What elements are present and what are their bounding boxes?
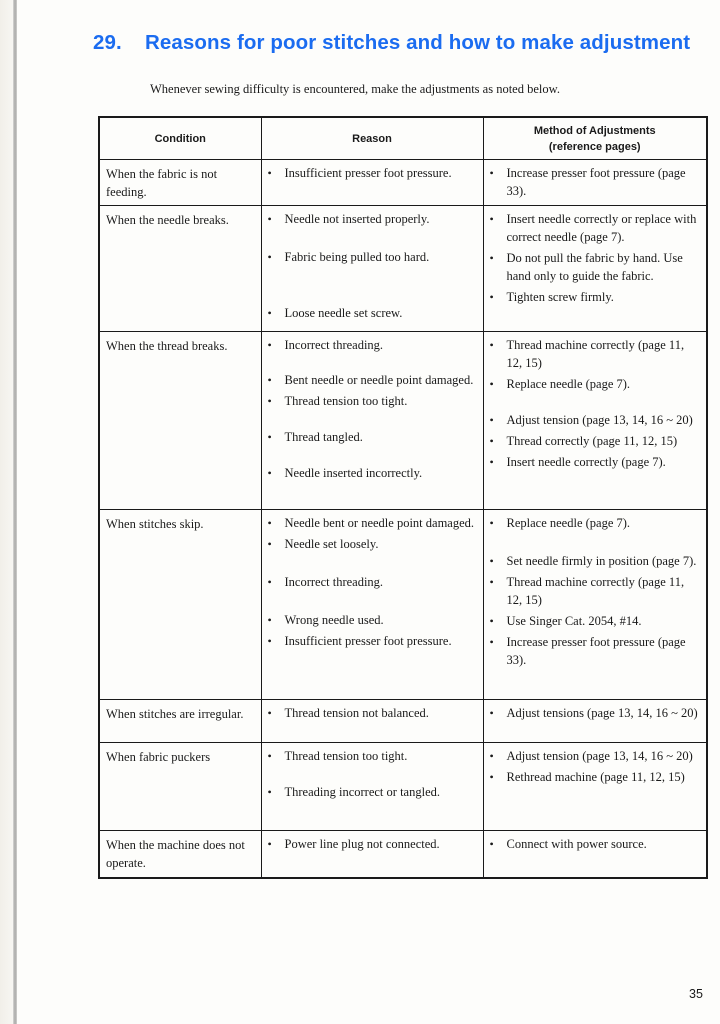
section-title — [93, 31, 690, 55]
reason-text: Needle not inserted properly. — [284, 212, 430, 226]
method-text: Insert needle correctly (page 7). — [506, 455, 666, 469]
reason-text: Wrong needle used. — [284, 613, 384, 627]
header-method — [483, 117, 707, 160]
condition-cell: When the thread breaks. — [99, 332, 261, 510]
bullet-icon: • — [489, 338, 494, 352]
page-binding-line — [13, 0, 17, 1024]
method-item — [490, 411, 703, 429]
reason-cell — [261, 831, 483, 878]
bullet-icon: • — [267, 306, 272, 320]
table-row — [99, 743, 707, 831]
reason-text: Power line plug not connected. — [284, 837, 440, 851]
header-condition: Condition — [99, 117, 261, 160]
method-text: Thread correctly (page 11, 12, 15) — [506, 434, 678, 448]
bullet-icon: • — [267, 634, 272, 648]
bullet-icon: • — [267, 516, 272, 530]
table-row — [99, 831, 707, 878]
reason-item — [268, 514, 479, 532]
intro-text: Whenever sewing difficulty is encountered, make the adjustments as noted below. — [150, 82, 560, 96]
reason-cell — [261, 700, 483, 743]
reason-cell — [261, 206, 483, 332]
bullet-icon: • — [267, 749, 272, 763]
method-cell — [483, 700, 707, 743]
reason-text: Bent needle or needle point damaged. — [284, 373, 474, 387]
page-number: 35 — [689, 987, 703, 1001]
method-text: Rethread machine (page 11, 12, 15) — [506, 770, 685, 784]
reason-cell — [261, 510, 483, 700]
reason-item — [268, 783, 479, 801]
reason-item — [268, 573, 479, 591]
method-text: Thread machine correctly (page 11, 12, 15) — [506, 575, 685, 607]
method-text: Adjust tensions (page 13, 14, 16 ~ 20) — [506, 706, 698, 720]
bullet-icon: • — [267, 250, 272, 264]
reason-item — [268, 336, 479, 354]
bullet-icon: • — [267, 837, 272, 851]
method-cell — [483, 332, 707, 510]
bullet-icon: • — [267, 212, 272, 226]
table-row — [99, 700, 707, 743]
table-header-row — [99, 117, 707, 160]
troubleshooting-table — [98, 116, 708, 879]
bullet-icon: • — [267, 537, 272, 551]
method-item — [490, 164, 703, 200]
method-item — [490, 210, 703, 246]
bullet-icon: • — [489, 706, 494, 720]
bullet-icon: • — [267, 466, 272, 480]
method-text: Set needle firmly in position (page 7). — [506, 554, 697, 568]
bullet-icon: • — [489, 614, 494, 628]
method-text: Replace needle (page 7). — [506, 377, 631, 391]
bullet-icon: • — [267, 166, 272, 180]
method-text: Use Singer Cat. 2054, #14. — [506, 614, 642, 628]
method-cell — [483, 206, 707, 332]
reason-item — [268, 248, 479, 266]
condition-cell: When the fabric is not feeding. — [99, 160, 261, 206]
bullet-icon: • — [489, 377, 494, 391]
condition-cell: When the needle breaks. — [99, 206, 261, 332]
bullet-icon: • — [489, 455, 494, 469]
bullet-icon: • — [489, 575, 494, 589]
reason-item — [268, 632, 479, 650]
header-reason: Reason — [261, 117, 483, 160]
method-text: Do not pull the fabric by hand. Use hand only to guide the fabric. — [506, 251, 683, 283]
condition-cell: When stitches skip. — [99, 510, 261, 700]
header-method-subtitle: (reference pages) — [548, 140, 641, 153]
bullet-icon: • — [489, 290, 494, 304]
bullet-icon: • — [267, 394, 272, 408]
reason-text: Fabric being pulled too hard. — [284, 250, 430, 264]
method-text: Tighten screw firmly. — [506, 290, 614, 304]
bullet-icon: • — [267, 575, 272, 589]
reason-text: Loose needle set screw. — [284, 306, 403, 320]
bullet-icon: • — [489, 749, 494, 763]
reason-item — [268, 747, 479, 765]
reason-item — [268, 464, 479, 482]
reason-item — [268, 704, 479, 722]
reason-text: Thread tension not balanced. — [284, 706, 429, 720]
reason-text: Needle set loosely. — [284, 537, 379, 551]
method-cell — [483, 510, 707, 700]
table-row — [99, 160, 707, 206]
bullet-icon: • — [489, 554, 494, 568]
reason-text: Thread tangled. — [284, 430, 363, 444]
bullet-icon: • — [267, 613, 272, 627]
condition-cell: When stitches are irregular. — [99, 700, 261, 743]
bullet-icon: • — [267, 706, 272, 720]
reason-item — [268, 535, 479, 553]
reason-text: Insufficient presser foot pressure. — [284, 166, 452, 180]
reason-item — [268, 428, 479, 446]
method-item — [490, 375, 703, 393]
reason-item — [268, 835, 479, 853]
method-text: Thread machine correctly (page 11, 12, 15) — [506, 338, 685, 370]
section-title-text: Reasons for poor stitches and how to make adjustment — [145, 31, 691, 54]
reason-cell — [261, 160, 483, 206]
page-binding-shadow — [0, 0, 13, 1024]
method-item — [490, 288, 703, 306]
method-item — [490, 835, 703, 853]
reason-cell — [261, 743, 483, 831]
bullet-icon: • — [489, 770, 494, 784]
method-text: Increase presser foot pressure (page 33). — [506, 635, 686, 667]
bullet-icon: • — [489, 837, 494, 851]
bullet-icon: • — [267, 338, 272, 352]
method-cell — [483, 160, 707, 206]
method-text: Replace needle (page 7). — [506, 516, 631, 530]
method-item — [490, 453, 703, 471]
condition-cell: When fabric puckers — [99, 743, 261, 831]
method-item — [490, 747, 703, 765]
table-row — [99, 332, 707, 510]
section-number: 29. — [93, 31, 122, 54]
method-item — [490, 514, 703, 532]
header-method-title: Method of Adjustments — [533, 124, 656, 137]
method-text: Increase presser foot pressure (page 33). — [506, 166, 686, 198]
reason-text: Incorrect threading. — [284, 575, 384, 589]
method-item — [490, 432, 703, 450]
bullet-icon: • — [489, 166, 494, 180]
reason-text: Thread tension too tight. — [284, 749, 408, 763]
table-row — [99, 206, 707, 332]
method-cell — [483, 743, 707, 831]
bullet-icon: • — [267, 430, 272, 444]
method-item — [490, 768, 703, 786]
method-item — [490, 552, 703, 570]
reason-item — [268, 392, 479, 410]
reason-item — [268, 371, 479, 389]
bullet-icon: • — [489, 413, 494, 427]
condition-cell: When the machine does not operate. — [99, 831, 261, 878]
reason-item — [268, 304, 479, 322]
method-text: Adjust tension (page 13, 14, 16 ~ 20) — [506, 749, 693, 763]
method-text: Insert needle correctly or replace with correct needle (page 7). — [506, 212, 697, 244]
reason-item — [268, 164, 479, 182]
method-cell — [483, 831, 707, 878]
method-text: Connect with power source. — [506, 837, 647, 851]
bullet-icon: • — [489, 635, 494, 649]
bullet-icon: • — [489, 516, 494, 530]
bullet-icon: • — [489, 251, 494, 265]
method-item — [490, 612, 703, 630]
method-item — [490, 249, 703, 285]
reason-text: Needle bent or needle point damaged. — [284, 516, 475, 530]
reason-text: Thread tension too tight. — [284, 394, 408, 408]
table-row — [99, 510, 707, 700]
method-item — [490, 573, 703, 609]
bullet-icon: • — [267, 373, 272, 387]
reason-text: Threading incorrect or tangled. — [284, 785, 440, 799]
method-item — [490, 336, 703, 372]
method-text: Adjust tension (page 13, 14, 16 ~ 20) — [506, 413, 693, 427]
reason-text: Needle inserted incorrectly. — [284, 466, 423, 480]
bullet-icon: • — [489, 434, 494, 448]
reason-text: Insufficient presser foot pressure. — [284, 634, 452, 648]
bullet-icon: • — [267, 785, 272, 799]
method-item — [490, 633, 703, 669]
reason-text: Incorrect threading. — [284, 338, 384, 352]
reason-item — [268, 611, 479, 629]
reason-cell — [261, 332, 483, 510]
reason-item — [268, 210, 479, 228]
bullet-icon: • — [489, 212, 494, 226]
method-item — [490, 704, 703, 722]
